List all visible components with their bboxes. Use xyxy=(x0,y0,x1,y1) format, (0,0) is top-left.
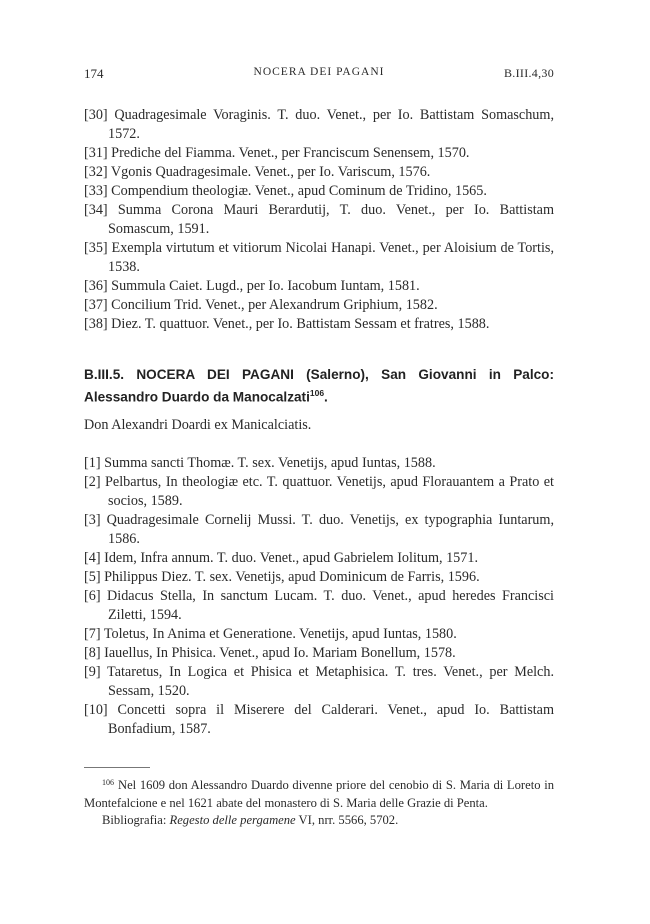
list-item: [7] Toletus, In Anima et Generatione. Venetijs, apud Iuntas, 1580. xyxy=(84,626,457,642)
footnote-divider xyxy=(84,767,150,768)
list-item: [31] Prediche del Fiamma. Venet., per Franciscum Senensem, 1570. xyxy=(84,145,470,161)
bibliography-label: Bibliografia: xyxy=(102,813,170,827)
bibliography-title: Regesto delle pergamene xyxy=(169,813,296,827)
list-item: [35] Exempla virtutum et vitiorum Nicolai Hanapi. Venet., per Aloisium de Tortis, 1538. xyxy=(84,240,554,275)
list-item: [38] Diez. T. quattuor. Venet., per Io. Battistam Sessam et fratres, 1588. xyxy=(84,316,490,332)
footnote-mark: 106 xyxy=(102,778,114,787)
section-reference: B.III.4,30 xyxy=(504,66,554,80)
list-item: [9] Tataretus, In Logica et Phisica et Metaphisica. T. tres. Venet., per Melch. Sessam, 1520. xyxy=(84,664,554,699)
page-header xyxy=(84,66,554,84)
list-item: [3] Quadragesimale Cornelij Mussi. T. duo. Venetijs, ex typographia Iuntarum, 1586. xyxy=(84,512,554,547)
list-item: [36] Summula Caiet. Lugd., per Io. Iacobum Iuntam, 1581. xyxy=(84,278,420,294)
list-item: [34] Summa Corona Mauri Berardutij, T. duo. Venet., per Io. Battistam Somascum, 1591. xyxy=(84,202,554,237)
footnote-text: Nel 1609 don Alessandro Duardo divenne priore del cenobio di S. Maria di Loreto in Montefalcione e nel 1621 abate del monastero di S. Maria delle Grazie di Penta. xyxy=(84,778,554,810)
footnote-body xyxy=(84,774,554,812)
list-item: [8] Iauellus, In Phisica. Venet., apud Io. Mariam Bonellum, 1578. xyxy=(84,645,456,661)
list-item: [37] Concilium Trid. Venet., per Alexandrum Griphium, 1582. xyxy=(84,297,438,313)
list-item: [2] Pelbartus, In theologiæ etc. T. quattuor. Venetijs, apud Florauantem a Prato et socios, 1589. xyxy=(84,474,554,509)
section-intro: Don Alexandri Doardi ex Manicalciatis. xyxy=(84,417,312,433)
list-item: [4] Idem, Infra annum. T. duo. Venet., apud Gabrielem Iolitum, 1571. xyxy=(84,550,478,566)
section-heading-end: . xyxy=(324,389,328,405)
footnote-bibliography xyxy=(84,812,554,830)
page-number: 174 xyxy=(84,66,104,81)
entry-list xyxy=(84,454,554,739)
list-item: [5] Philippus Diez. T. sex. Venetijs, apud Dominicum de Farris, 1596. xyxy=(84,569,480,585)
list-item: [10] Concetti sopra il Miserere del Calderari. Venet., apud Io. Battistam Bonfadium, 1587. xyxy=(84,702,554,737)
list-item: [6] Didacus Stella, In sanctum Lucam. T. duo. Venet., apud heredes Francisci Ziletti, 1594. xyxy=(84,588,554,623)
list-item: [30] Quadragesimale Voraginis. T. duo. Venet., per Io. Battistam Somaschum, 1572. xyxy=(84,107,554,142)
list-item: [1] Summa sancti Thomæ. T. sex. Venetijs, apud Iuntas, 1588. xyxy=(84,455,436,471)
entry-list-previous-section xyxy=(84,106,554,334)
running-title: NOCERA DEI PAGANI xyxy=(253,66,385,78)
list-item: [33] Compendium theologiæ. Venet., apud Cominum de Tridino, 1565. xyxy=(84,183,487,199)
footnote-reference[interactable]: 106 xyxy=(309,388,325,398)
section-heading-text: B.III.5. NOCERA DEI PAGANI (Salerno), San Giovanni in Palco: Alessandro Duardo da Manocalzati xyxy=(84,367,554,405)
bibliography-rest: VI, nrr. 5566, 5702. xyxy=(295,813,399,827)
footnote xyxy=(84,774,554,830)
list-item: [32] Vgonis Quadragesimale. Venet., per Io. Variscum, 1576. xyxy=(84,164,431,180)
section-heading xyxy=(84,366,554,407)
